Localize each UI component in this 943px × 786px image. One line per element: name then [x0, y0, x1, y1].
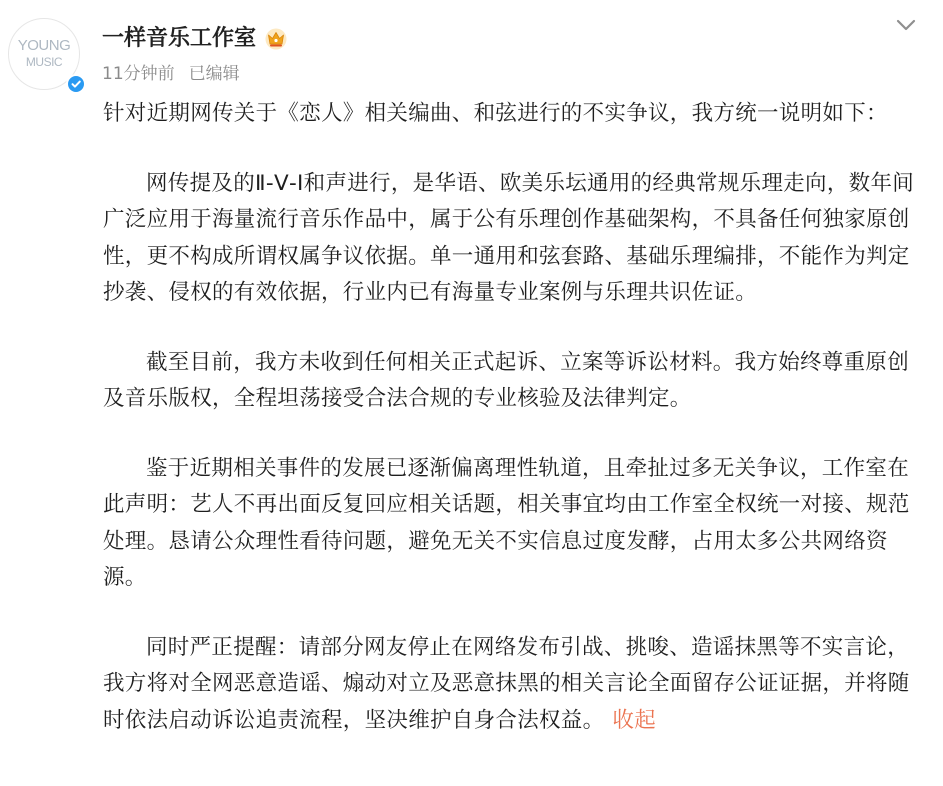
post-paragraph: 网传提及的Ⅱ-Ⅴ-Ⅰ和声进行，是华语、欧美乐坛通用的经典常规乐理走向，数年间广泛应用于海量流行音乐作品中，属于公有乐理创作基础架构，不具备任何独家原创性，更不构成所谓权属争议依据。单一通用和弦套路、基础乐理编排，不能作为判定抄袭、侵权的有效依据，行业内已有海量专业案例与乐理共识佐证。 — [103, 170, 915, 305]
collapse-link[interactable]: 收起 — [612, 707, 657, 733]
post-paragraph-text: 同时严正提醒：请部分网友停止在网络发布引战、挑唆、造谣抹黑等不实言论，我方将对全网恶意造谣、煽动对立及恶意抹黑的相关言论全面留存公证证据，并将随时依法启动诉讼追责流程，坚决维护自身合法权益。 — [103, 634, 910, 733]
post-paragraph: 截至目前，我方未收到任何相关正式起诉、立案等诉讼材料。我方始终尊重原创及音乐版权，全程坦荡接受合法合规的专业核验及法律判定。 — [103, 349, 910, 411]
crown-icon — [263, 26, 289, 50]
verified-badge-icon — [66, 74, 86, 94]
post-content — [103, 96, 925, 739]
avatar-logo-line2: MUSIC — [25, 55, 63, 69]
post-paragraph: 鉴于近期相关事件的发展已逐渐偏离理性轨道，且牵扯过多无关争议，工作室在此声明：艺人不再出面反复回应相关话题，相关事宜均由工作室全权统一对接、规范处理。恳请公众理性看待问题，避免无关不实信息过度发酵，占用太多公共网络资源。 — [103, 455, 910, 590]
chevron-down-icon[interactable] — [893, 14, 919, 36]
post-paragraph — [103, 630, 925, 740]
edited-label[interactable]: 已编辑 — [188, 64, 240, 84]
avatar-logo-line1: YOUNG — [17, 37, 71, 54]
post-intro: 针对近期网传关于《恋人》相关编曲、和弦进行的不实争议，我方统一说明如下： — [103, 101, 888, 126]
account-name[interactable]: 一样音乐工作室 — [102, 26, 257, 51]
timestamp[interactable]: 11分钟前 — [102, 64, 175, 84]
post-meta — [102, 62, 240, 86]
